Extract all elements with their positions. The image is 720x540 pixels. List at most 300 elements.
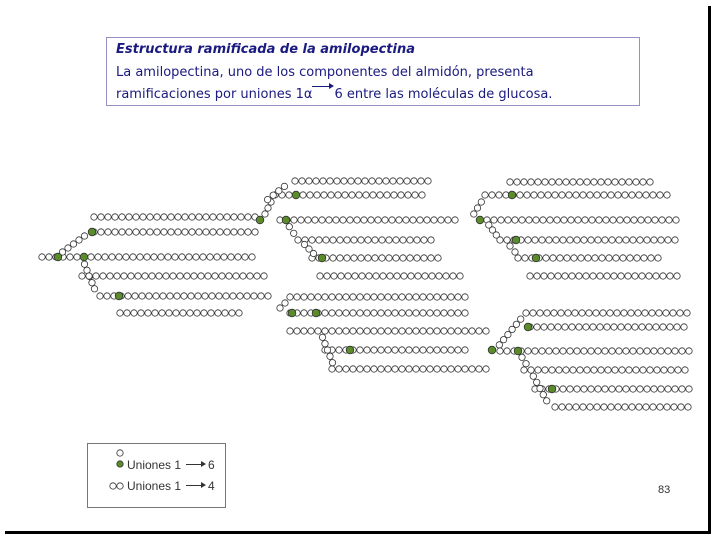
glucose-unit	[507, 179, 513, 185]
glucose-unit	[236, 310, 242, 316]
glucose-unit	[619, 367, 625, 373]
glucose-unit	[224, 214, 230, 220]
glucose-unit	[156, 273, 162, 279]
glucose-unit	[434, 294, 440, 300]
glucose-unit	[685, 404, 691, 410]
glucose-unit	[102, 254, 108, 260]
glucose-unit	[161, 214, 167, 220]
branch-point-glucose	[282, 216, 290, 224]
glucose-unit	[369, 178, 375, 184]
glucose-unit	[344, 237, 350, 243]
glucose-unit	[625, 273, 631, 279]
glucose-unit	[389, 217, 395, 223]
glucose-unit	[231, 214, 237, 220]
glucose-unit	[130, 254, 136, 260]
glucose-unit	[424, 217, 430, 223]
glucose-unit	[663, 310, 669, 316]
glucose-unit	[378, 347, 384, 353]
glucose-unit	[324, 347, 330, 353]
glucose-unit	[602, 237, 608, 243]
glucose-unit	[441, 366, 447, 372]
glucose-unit	[594, 192, 600, 198]
glucose-unit	[626, 179, 632, 185]
glucose-unit	[636, 192, 642, 198]
glucose-unit	[598, 179, 604, 185]
glucose-unit	[70, 241, 76, 247]
glucose-unit	[649, 310, 655, 316]
glucose-unit	[588, 237, 594, 243]
glucose-unit	[686, 348, 692, 354]
glucose-unit	[393, 237, 399, 243]
glucose-unit	[399, 347, 405, 353]
glucose-unit	[133, 214, 139, 220]
glucose-unit	[180, 310, 186, 316]
glucose-unit	[65, 245, 71, 251]
glucose-unit	[405, 192, 411, 198]
glucose-unit	[404, 178, 410, 184]
glucose-unit	[308, 328, 314, 334]
glucose-unit	[482, 192, 488, 198]
glucose-unit	[124, 310, 130, 316]
glucose-unit	[547, 217, 553, 223]
glucose-unit	[483, 328, 489, 334]
glucose-unit	[202, 293, 208, 299]
glucose-unit	[561, 217, 567, 223]
glucose-unit	[530, 310, 536, 316]
glucose-unit	[523, 361, 529, 367]
glucose-unit	[427, 294, 433, 300]
glucose-unit	[415, 273, 421, 279]
glucose-unit	[126, 214, 132, 220]
glucose-unit	[186, 254, 192, 260]
glucose-unit	[371, 366, 377, 372]
glucose-unit	[322, 328, 328, 334]
glucose-unit	[566, 192, 572, 198]
glucose-unit	[632, 324, 638, 330]
glucose-unit	[294, 328, 300, 334]
glucose-unit	[392, 347, 398, 353]
glucose-unit	[654, 367, 660, 373]
glucose-unit	[551, 310, 557, 316]
glucose-unit	[126, 229, 132, 235]
glucose-unit	[513, 321, 519, 327]
glucose-unit	[107, 273, 113, 279]
glucose-unit	[410, 217, 416, 223]
glucose-unit	[655, 255, 661, 261]
glucose-unit	[330, 255, 336, 261]
glucose-unit	[441, 310, 447, 316]
glucose-unit	[308, 294, 314, 300]
glucose-unit	[224, 229, 230, 235]
glucose-unit	[168, 229, 174, 235]
glucose-unit	[349, 192, 355, 198]
glucose-unit	[450, 273, 456, 279]
glucose-unit	[438, 217, 444, 223]
glucose-unit	[223, 293, 229, 299]
glucose-unit	[592, 255, 598, 261]
glucose-unit	[184, 273, 190, 279]
glucose-unit	[425, 178, 431, 184]
glucose-unit	[386, 237, 392, 243]
glucose-unit	[504, 348, 510, 354]
glucose-unit	[354, 217, 360, 223]
glucose-unit	[556, 367, 562, 373]
glucose-unit	[350, 294, 356, 300]
glucose-unit	[595, 348, 601, 354]
glucose-unit	[352, 273, 358, 279]
glucose-unit	[276, 188, 282, 194]
glucose-unit	[88, 254, 94, 260]
glucose-unit	[109, 254, 115, 260]
branch-point-glucose	[488, 346, 496, 354]
glucose-unit	[658, 348, 664, 354]
glucose-unit	[635, 310, 641, 316]
glucose-unit	[605, 367, 611, 373]
glucose-unit	[644, 237, 650, 243]
glucose-unit	[633, 367, 639, 373]
glucose-unit	[309, 237, 315, 243]
glucose-unit	[86, 273, 92, 279]
glucose-unit	[553, 348, 559, 354]
glucose-unit	[344, 255, 350, 261]
glucose-unit	[535, 179, 541, 185]
glucose-unit	[387, 273, 393, 279]
glucose-unit	[93, 273, 99, 279]
glucose-unit	[678, 404, 684, 410]
glucose-unit	[287, 294, 293, 300]
glucose-unit	[657, 404, 663, 410]
glucose-unit	[586, 310, 592, 316]
glucose-unit	[131, 310, 137, 316]
glucose-unit	[355, 178, 361, 184]
glucose-unit	[555, 273, 561, 279]
glucose-unit	[320, 178, 326, 184]
glucose-unit	[414, 237, 420, 243]
glucose-unit	[441, 294, 447, 300]
glucose-unit	[589, 217, 595, 223]
glucose-unit	[406, 328, 412, 334]
glucose-unit	[235, 254, 241, 260]
glucose-unit	[281, 183, 287, 189]
glucose-unit	[79, 273, 85, 279]
glucose-unit	[391, 192, 397, 198]
glucose-unit	[665, 237, 671, 243]
glucose-unit	[584, 179, 590, 185]
glucose-unit	[385, 294, 391, 300]
glucose-unit	[385, 366, 391, 372]
glucose-unit	[350, 310, 356, 316]
glucose-unit	[140, 214, 146, 220]
glucose-unit	[602, 348, 608, 354]
glucose-unit	[222, 310, 228, 316]
branch-point-glucose	[508, 191, 516, 199]
glucose-unit	[611, 324, 617, 330]
glucose-unit	[541, 324, 547, 330]
description-line-1: La amilopectina, uno de los componentes del almidón, presenta	[116, 65, 534, 80]
glucose-unit	[242, 254, 248, 260]
glucose-unit	[231, 229, 237, 235]
glucose-unit	[546, 348, 552, 354]
glucose-unit	[574, 386, 580, 392]
glucose-unit	[469, 366, 475, 372]
glucose-unit	[608, 404, 614, 410]
glucose-unit	[334, 178, 340, 184]
glucose-unit	[443, 273, 449, 279]
glucose-unit	[140, 229, 146, 235]
glucose-unit	[133, 229, 139, 235]
glucose-unit	[476, 328, 482, 334]
glucose-unit	[105, 229, 111, 235]
glucose-unit	[567, 237, 573, 243]
glucose-unit	[298, 217, 304, 223]
glucose-unit	[406, 347, 412, 353]
glucose-unit	[637, 386, 643, 392]
glucose-unit	[455, 347, 461, 353]
legend-item-alpha-1-4	[88, 478, 225, 494]
glucose-unit	[195, 293, 201, 299]
glucose-unit	[194, 310, 200, 316]
glucose-unit	[507, 243, 513, 249]
glucose-unit	[428, 255, 434, 261]
glucose-unit	[539, 348, 545, 354]
glucose-unit	[198, 273, 204, 279]
glucose-unit	[599, 255, 605, 261]
glucose-unit	[407, 255, 413, 261]
glucose-unit	[408, 273, 414, 279]
glucose-unit	[399, 294, 405, 300]
glucose-unit	[175, 229, 181, 235]
glucose-unit	[394, 273, 400, 279]
glucose-unit	[564, 255, 570, 261]
glucose-unit	[427, 366, 433, 372]
glucose-unit	[569, 273, 575, 279]
glucose-unit	[577, 367, 583, 373]
glucose-unit	[98, 229, 104, 235]
glucose-unit	[399, 310, 405, 316]
glucose-unit	[265, 293, 271, 299]
glucose-unit	[457, 273, 463, 279]
glucose-unit	[307, 192, 313, 198]
glucose-unit	[153, 293, 159, 299]
glucose-unit	[392, 366, 398, 372]
glucose-unit	[364, 328, 370, 334]
glucose-unit	[331, 273, 337, 279]
glucose-unit	[322, 310, 328, 316]
glucose-unit	[448, 366, 454, 372]
glucose-unit	[244, 293, 250, 299]
branch-point-glucose	[514, 347, 522, 355]
glucose-unit	[478, 199, 484, 205]
glucose-unit	[448, 347, 454, 353]
glucose-unit	[559, 404, 565, 410]
glucose-unit	[170, 273, 176, 279]
glucose-unit	[579, 310, 585, 316]
glucose-unit	[277, 305, 283, 311]
glucose-unit	[372, 255, 378, 261]
glucose-unit	[427, 328, 433, 334]
legend-item-alpha-1-6	[88, 457, 225, 473]
glucose-unit	[552, 192, 558, 198]
legend-arrow-icon	[186, 464, 204, 465]
glucose-unit	[648, 255, 654, 261]
glucose-unit	[210, 214, 216, 220]
glucose-unit	[343, 328, 349, 334]
glucose-unit	[552, 404, 558, 410]
glucose-unit	[636, 404, 642, 410]
glucose-unit	[528, 367, 534, 373]
glucose-unit	[340, 217, 346, 223]
glucose-unit	[315, 294, 321, 300]
glucose-unit	[553, 237, 559, 243]
glucose-unit	[228, 254, 234, 260]
glucose-unit	[203, 229, 209, 235]
glucose-unit	[338, 273, 344, 279]
glucose-unit	[452, 217, 458, 223]
glucose-unit	[462, 347, 468, 353]
glucose-unit	[401, 273, 407, 279]
glucose-unit	[158, 254, 164, 260]
glucose-unit	[445, 217, 451, 223]
glucose-unit	[152, 310, 158, 316]
glucose-unit	[245, 214, 251, 220]
glucose-unit	[196, 214, 202, 220]
glucose-unit	[305, 217, 311, 223]
glucose-unit	[310, 250, 316, 256]
glucose-unit	[606, 255, 612, 261]
glucose-unit	[380, 273, 386, 279]
glucose-unit	[573, 192, 579, 198]
glucose-unit	[545, 192, 551, 198]
branch-point-glucose	[80, 253, 88, 261]
glucose-unit	[563, 367, 569, 373]
glucose-unit	[664, 192, 670, 198]
glucose-unit	[173, 310, 179, 316]
glucose-unit	[632, 273, 638, 279]
glucose-unit	[119, 214, 125, 220]
glucose-unit	[640, 367, 646, 373]
glucose-unit	[656, 310, 662, 316]
glucose-unit	[419, 192, 425, 198]
glucose-unit	[168, 214, 174, 220]
glucose-unit	[514, 179, 520, 185]
glucose-unit	[67, 254, 73, 260]
glucose-unit	[333, 217, 339, 223]
glucose-unit	[524, 192, 530, 198]
glucose-unit	[661, 367, 667, 373]
glucose-unit	[624, 217, 630, 223]
glucose-unit	[534, 324, 540, 330]
glucose-unit	[328, 192, 334, 198]
glucose-unit	[337, 255, 343, 261]
glucose-unit	[590, 324, 596, 330]
legend-label-1-6: Uniones 1	[127, 458, 182, 472]
glucose-unit	[682, 367, 688, 373]
glucose-unit	[313, 178, 319, 184]
glucose-unit	[252, 229, 258, 235]
glucose-unit	[264, 196, 270, 202]
glucose-unit	[121, 273, 127, 279]
glucose-unit	[597, 273, 603, 279]
glucose-unit	[526, 217, 532, 223]
glucose-unit	[119, 229, 125, 235]
glucose-unit	[365, 255, 371, 261]
glucose-unit	[336, 366, 342, 372]
glucose-unit	[591, 179, 597, 185]
glucose-unit	[427, 310, 433, 316]
glucose-unit	[145, 310, 151, 316]
glucose-unit	[549, 367, 555, 373]
glucose-unit	[420, 347, 426, 353]
glucose-unit	[413, 366, 419, 372]
glucose-unit	[650, 404, 656, 410]
glucose-unit	[413, 328, 419, 334]
glucose-unit	[182, 214, 188, 220]
glucose-unit	[620, 255, 626, 261]
glucose-unit	[623, 237, 629, 243]
glucose-unit	[672, 237, 678, 243]
glucose-unit	[413, 347, 419, 353]
glucose-unit	[76, 237, 82, 243]
glucose-unit	[300, 192, 306, 198]
glucose-unit	[619, 179, 625, 185]
glucose-unit	[616, 348, 622, 354]
glucose-unit	[665, 386, 671, 392]
glucose-unit	[652, 217, 658, 223]
glucose-unit	[476, 366, 482, 372]
glucose-unit	[414, 255, 420, 261]
glucose-unit	[504, 237, 510, 243]
glucose-unit	[471, 211, 477, 217]
glucose-unit	[622, 192, 628, 198]
glucose-unit	[577, 179, 583, 185]
glucose-unit	[356, 192, 362, 198]
glucose-unit	[594, 404, 600, 410]
glucose-unit	[418, 178, 424, 184]
glucose-unit	[295, 237, 301, 243]
glucose-unit	[642, 310, 648, 316]
glucose-unit	[539, 237, 545, 243]
glucose-unit	[462, 366, 468, 372]
glucose-unit	[570, 179, 576, 185]
glucose-unit	[544, 398, 550, 404]
glucose-unit	[560, 348, 566, 354]
glucose-unit	[357, 328, 363, 334]
glucose-unit	[604, 324, 610, 330]
glucose-unit	[583, 324, 589, 330]
glucose-unit	[583, 273, 589, 279]
glucose-unit	[417, 217, 423, 223]
glucose-unit	[347, 217, 353, 223]
glucose-unit	[611, 273, 617, 279]
glucose-unit	[575, 217, 581, 223]
glucose-unit	[392, 294, 398, 300]
glucose-unit	[602, 386, 608, 392]
glucose-unit	[319, 334, 325, 340]
glucose-unit	[301, 294, 307, 300]
glucose-unit	[626, 367, 632, 373]
glucose-unit	[319, 217, 325, 223]
glucose-unit	[336, 294, 342, 300]
glucose-unit	[420, 310, 426, 316]
glucose-unit	[574, 348, 580, 354]
glucose-unit	[584, 367, 590, 373]
glucose-unit	[317, 273, 323, 279]
glucose-unit	[660, 324, 666, 330]
glucose-unit	[544, 310, 550, 316]
glucose-unit	[537, 310, 543, 316]
glucose-unit	[233, 273, 239, 279]
glucose-unit	[609, 237, 615, 243]
